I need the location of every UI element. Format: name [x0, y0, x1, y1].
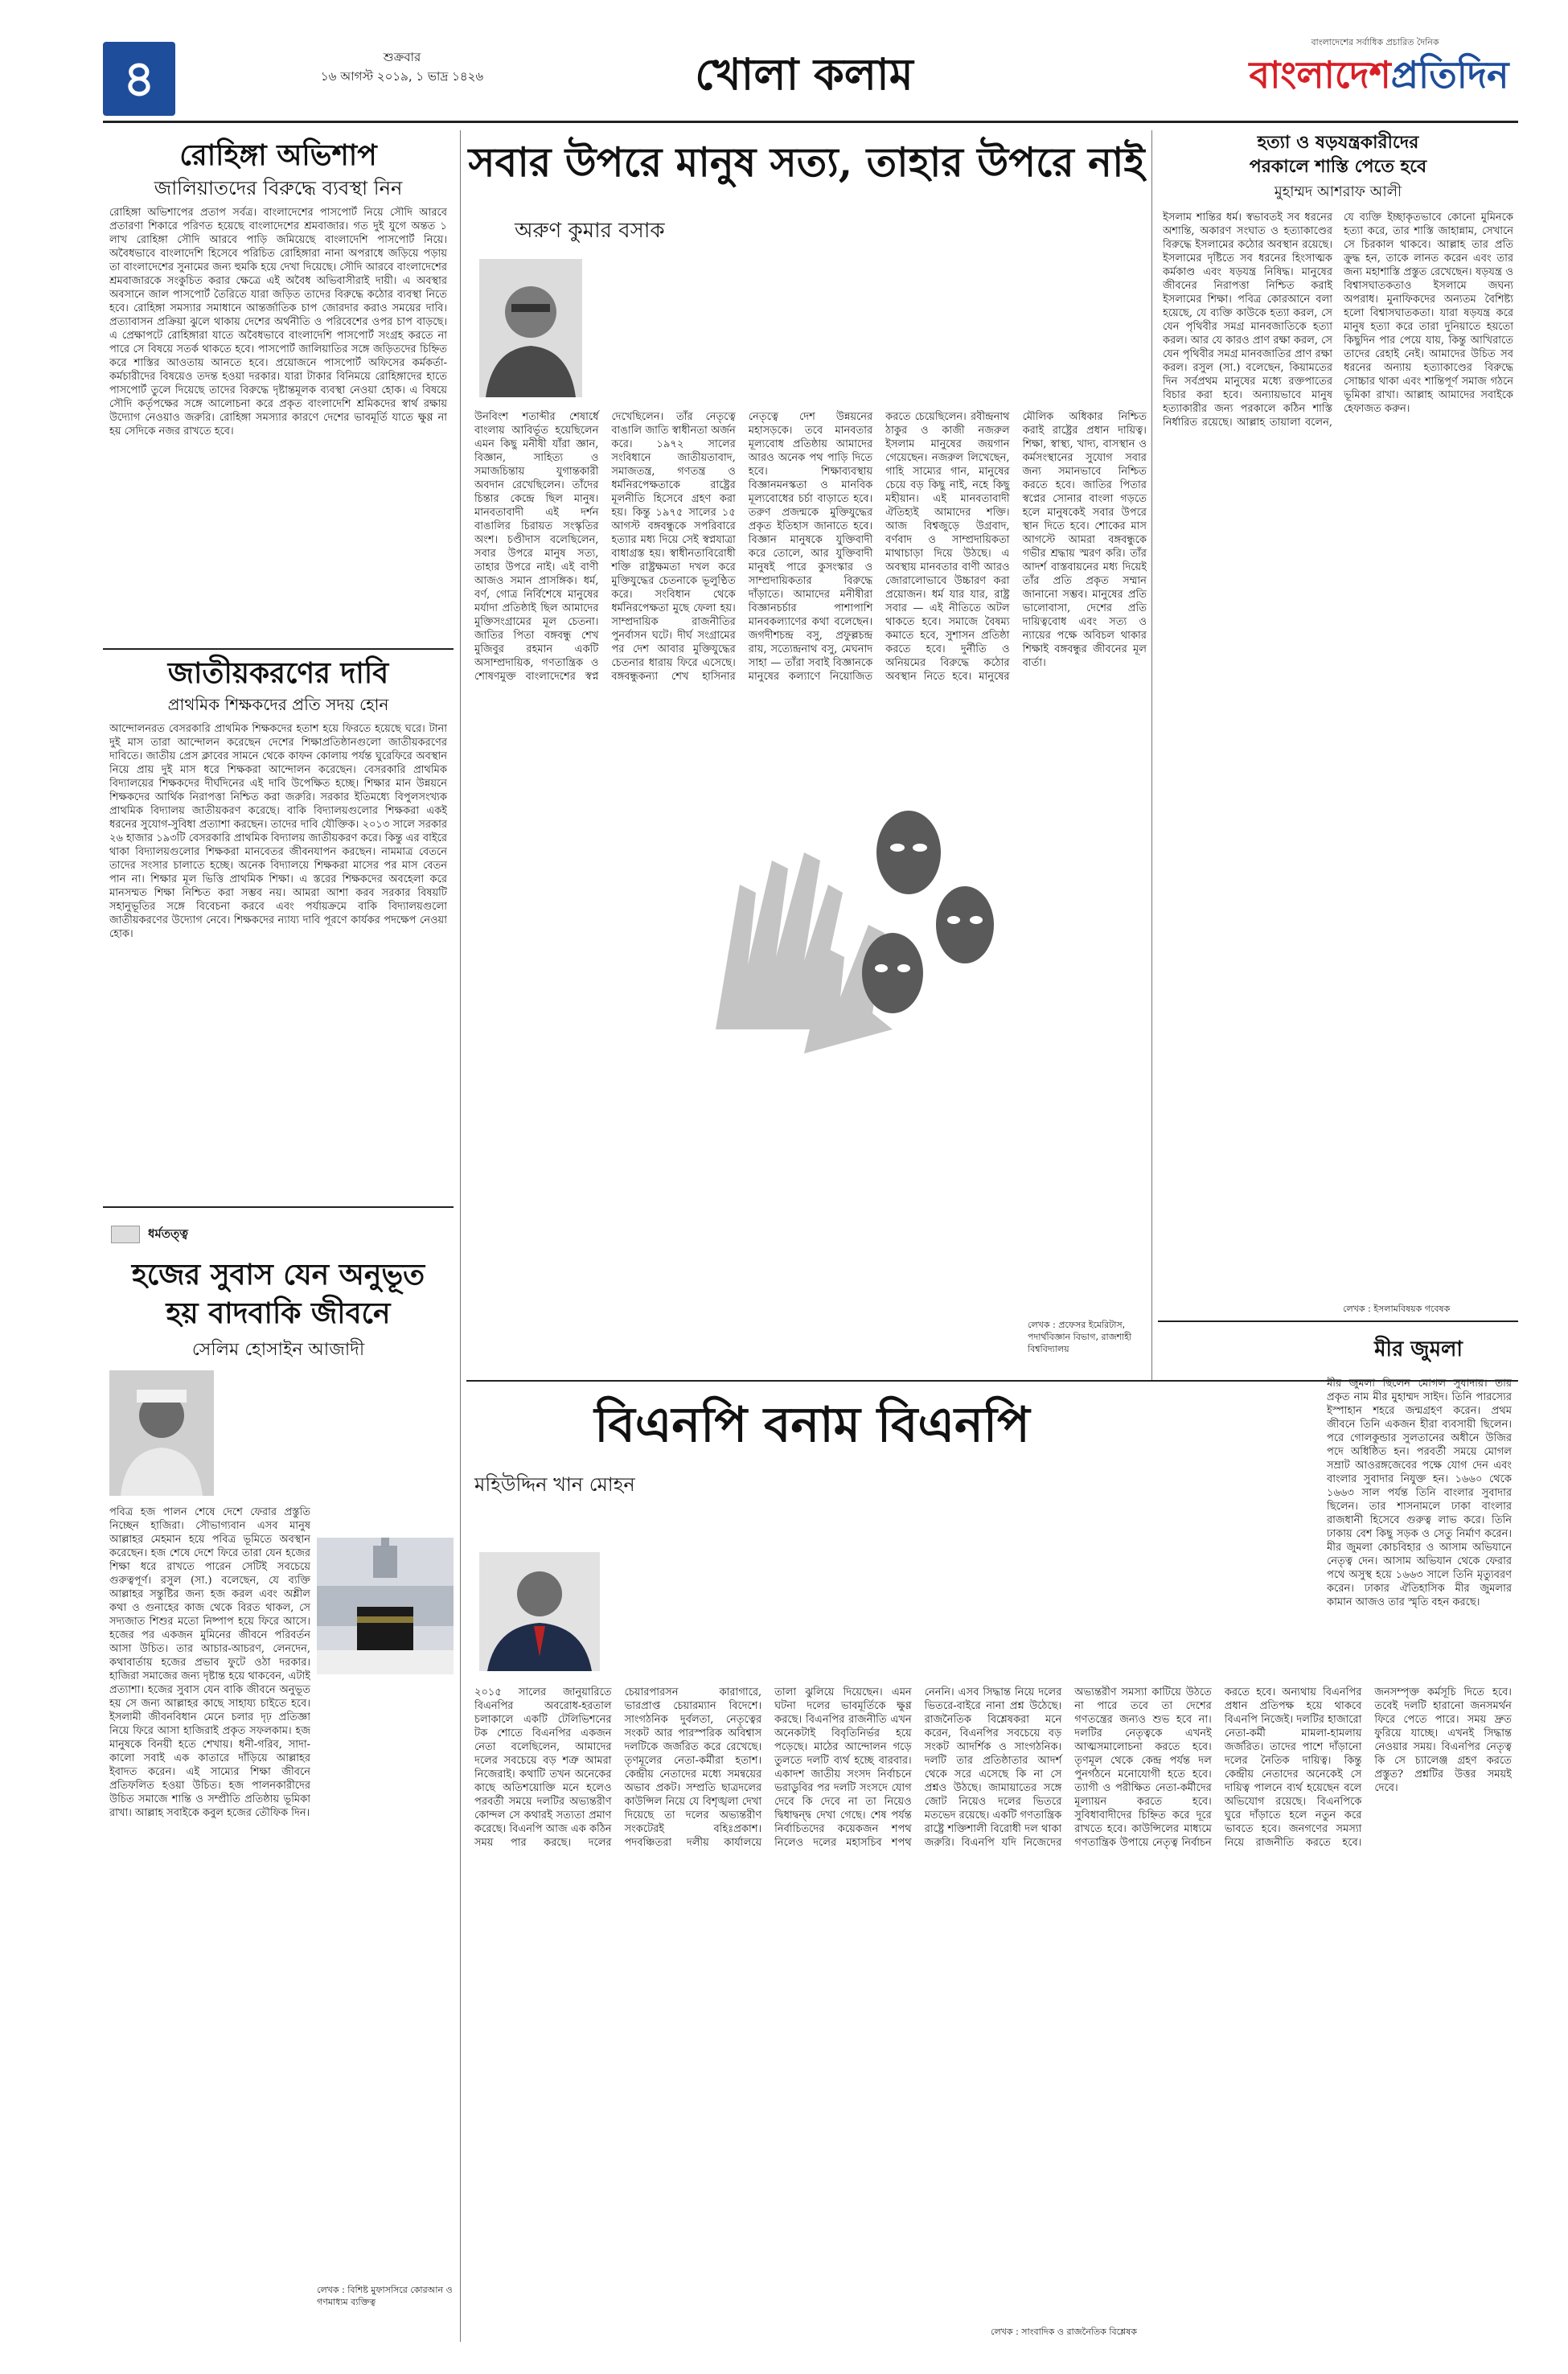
- religion-tag-icon: [111, 1226, 140, 1243]
- nationalization-subtitle: প্রাথমিক শিক্ষকদের প্রতি সদয় হোন: [167, 695, 389, 714]
- right-story-title-line1: হত্যা ও ষড়যন্ত্রকারীদের: [1257, 132, 1419, 153]
- hajj-title-line2: হয় বাদবাকি জীবনে: [166, 1296, 391, 1330]
- author-photo-azadi: [109, 1370, 214, 1496]
- masthead-rule: [103, 121, 1518, 123]
- author-photo-basak: [479, 259, 582, 397]
- hajj-body: পবিত্র হজ পালন শেষে দেশে ফেরার প্রস্তুতি নিচ্ছেন হাজিরা। সৌভাগ্যবান এসব মানুষ আল্লাহর মেহমান হয়ে পবিত্র ভূমিতে অবস্থান করেছেন। হজ শেষে দেশে ফিরে তারা যেন হজের শিক্ষা ধরে রাখতে পারেন সেটিই সবচেয়ে গুরুত্বপূর্ণ। রসুল (সা.) বলেছেন, যে ব্যক্তি আল্লাহর সন্তুষ্টির জন্য হজ করল এবং অশ্লীল কথা ও গুনাহের কাজ থেকে বিরত থাকল, সে সদ্যজাত শিশুর মতো নিষ্পাপ হয়ে ফিরে আসে। হজের পর একজন মুমিনের জীবনে পরিবর্তন আসা উচিত। তার আচার-আচরণ, লেনদেন, কথাবার্তায় হজের প্রভাব ফুটে ওঠা দরকার। হাজিরা সমাজের জন্য দৃষ্টান্ত হয়ে থাকবেন, এটাই প্রত্যাশা। হজের সুবাস যেন বাকি জীবনে অনুভূত হয় সে জন্য আল্লাহর কাছে সাহায্য চাইতে হবে। ইসলামী জীবনবিধান মেনে চলার দৃঢ় প্রতিজ্ঞা নিয়ে ফিরে আসা হাজিরাই প্রকৃত সফলকাম। হজ মানুষকে বিনয়ী হতে শেখায়। ধনী-গরিব, সাদা-কালো সবাই এক কাতারে দাঁড়িয়ে আল্লাহর ইবাদত করেন। এই সাম্যের শিক্ষা জীবনে প্রতিফলিত হওয়া উচিত। হজ পালনকারীদের উচিত সমাজে শান্তি ও সম্প্রীতি প্রতিষ্ঠায় ভূমিকা রাখা। আল্লাহ সবাইকে কবুল হজের তৌফিক দিন।: [109, 1506, 310, 1819]
- paper-logo-b: প্রতিদিন: [1390, 53, 1509, 97]
- left-rule-2: [103, 1206, 454, 1208]
- paper-tagline: বাংলাদেশের সর্বাধিক প্রচারিত দৈনিক: [1311, 37, 1439, 47]
- paper-logo-a: বাংলাদেশ: [1249, 53, 1391, 97]
- right-story-byline: মুহাম্মদ আশরাফ আলী: [1274, 183, 1402, 200]
- religion-tag: ধর্মতত্ত্ব: [148, 1226, 188, 1241]
- author-photo-mohon: [479, 1552, 600, 1671]
- article1-byline: অরুণ কুমার বসাক: [515, 219, 665, 243]
- column-divider-left: [460, 130, 461, 2342]
- nationalization-title: জাতীয়করণের দাবি: [167, 656, 389, 690]
- issue-date: ১৬ আগস্ট ২০১৯, ১ ভাদ্র ১৪২৬: [320, 69, 484, 84]
- nationalization-body: আন্দোলনরত বেসরকারি প্রাথমিক শিক্ষকদের হতাশ হয়ে ফিরতে হয়েছে ঘরে। টানা দুই মাস তারা আন্দোলন করেছেন দেশের শিক্ষাপ্রতিষ্ঠানগুলো জাতীয়করণের দাবিতে। জাতীয় প্রেস ক্লাবের সামনে থেকে কাফন কোলায় পর্যন্ত ঘুরেফিরে অবস্থান নিয়ে প্রায় দুই মাস ধরে শিক্ষকরা আন্দোলন করেছেন। বেসরকারি প্রাথমিক বিদ্যালয়ের শিক্ষকদের দীর্ঘদিনের এই দাবি উপেক্ষিত হচ্ছে। শিক্ষার মান উন্নয়নে শিক্ষকদের আর্থিক নিরাপত্তা নিশ্চিত করা জরুরি। সরকার ইতিমধ্যে বিপুলসংখ্যক প্রাথমিক বিদ্যালয় জাতীয়করণ করেছে। বাকি বিদ্যালয়গুলোর শিক্ষকরা একই ধরনের সুযোগ-সুবিধা প্রত্যাশা করছেন। তাদের দাবি যৌক্তিক। ২০১৩ সালে সরকার ২৬ হাজার ১৯৩টি বেসরকারি প্রাথমিক বিদ্যালয় জাতীয়করণ করে। কিন্তু এর বাইরে থাকা বিদ্যালয়গুলোর শিক্ষকরা মানবেতর জীবনযাপন করছেন। নামমাত্র বেতনে তাদের সংসার চালাতে হচ্ছে। অনেক বিদ্যালয়ে শিক্ষকরা মাসের পর মাস বেতন পান না। শিক্ষার মূল ভিত্তি প্রাথমিক শিক্ষা। এ স্তরের শিক্ষকদের অবহেলা করে মানসম্মত শিক্ষা নিশ্চিত করা সম্ভব নয়। আমরা আশা করব সরকার বিষয়টি সহানুভূতির সঙ্গে বিবেচনা করবে এবং পর্যায়ক্রমে বাকি বিদ্যালয়গুলো জাতীয়করণের উদ্যোগ নেবে। শিক্ষকদের ন্যায্য দাবি পূরণে কার্যকর পদক্ষেপ নেওয়া হোক।: [109, 723, 447, 940]
- column-divider-right: [1151, 130, 1152, 1381]
- article2-byline: মহিউদ্দিন খান মোহন: [474, 1473, 635, 1496]
- right-story-body: ইসলাম শান্তির ধর্ম। স্বভাবতই সব ধরনের অশান্তি, অকারণ সংঘাত ও হত্যাকাণ্ডের বিরুদ্ধে ইসলামের কঠোর অবস্থান রয়েছে। ইসলামের দৃষ্টিতে সব ধরনের হিংসাত্মক কর্মকাণ্ড এবং ষড়যন্ত্র নিষিদ্ধ। মানুষের জীবনের নিরাপত্তা নিশ্চিত করাই ইসলামের শিক্ষা। পবিত্র কোরআনে বলা হয়েছে, যে ব্যক্তি কাউকে হত্যা করল, সে যেন পৃথিবীর সমগ্র মানবজাতিকে হত্যা করল। আর যে কারও প্রাণ রক্ষা করল, সে যেন পৃথিবীর সমগ্র মানবজাতির প্রাণ রক্ষা করল। রসুল (সা.) বলেছেন, কিয়ামতের দিন সর্বপ্রথম মানুষের মধ্যে রক্তপাতের বিচার করা হবে। অন্যায়ভাবে মানুষ হত্যাকারীর জন্য পরকালে কঠিন শাস্তি নির্ধারিত রয়েছে। আল্লাহ তায়ালা বলেন, যে ব্যক্তি ইচ্ছাকৃতভাবে কোনো মুমিনকে হত্যা করে, তার শাস্তি জাহান্নাম, সেখানে সে চিরকাল থাকবে। আল্লাহ তার প্রতি ক্রুদ্ধ হন, তাকে লানত করেন এবং তার জন্য মহাশাস্তি প্রস্তুত রেখেছেন। ষড়যন্ত্র ও বিশ্বাসঘাতকতাও ইসলামে জঘন্য অপরাধ। মুনাফিকদের অন্যতম বৈশিষ্ট্য হলো বিশ্বাসঘাতকতা। যারা ষড়যন্ত্র করে মানুষ হত্যা করে তারা দুনিয়াতে হয়তো কিছুদিন পার পেয়ে যায়, কিন্তু আখিরাতে তাদের রেহাই নেই। আমাদের উচিত সব ধরনের অন্যায় হত্যাকাণ্ডের বিরুদ্ধে সোচ্চার থাকা এবং শান্তিপূর্ণ সমাজ গঠনে ভূমিকা রাখা। আল্লাহ আমাদের সবাইকে হেফাজত করুন।: [1163, 212, 1513, 429]
- section-title: খোলা কলাম: [695, 48, 913, 100]
- rohingya-body: রোহিঙ্গা অভিশাপের প্রতাপ সর্বত্র। বাংলাদেশের পাসপোর্ট নিয়ে সৌদি আরবে প্রতারণা শিকারে পরিণত হয়েছে বাংলাদেশের শ্রমবাজার। গত দুই যুগে অন্তত ১ লাখ রোহিঙ্গা সৌদি আরবে পাড়ি জমিয়েছে বাংলাদেশি পাসপোর্ট নিয়ে। অবৈধভাবে বাংলাদেশি হিসেবে পরিচিত রোহিঙ্গারা নানা অপরাধে জড়িয়ে পড়ায় তা বাংলাদেশের সুনামের জন্য হুমকি হয়ে দেখা দিয়েছে। সৌদি আরবে বাংলাদেশের শ্রমবাজারকে সংকুচিত করার ক্ষেত্রে এই অবৈধ অভিবাসীরাই দায়ী। এ অবস্থার অবসানে জাল পাসপোর্ট তৈরিতে যারা জড়িত তাদের বিরুদ্ধে কঠোর ব্যবস্থা নিতে হবে। রোহিঙ্গা সমস্যার সমাধানে আন্তর্জাতিক চাপ জোরদার করাও সময়ের দাবি। প্রত্যাবাসন প্রক্রিয়া ঝুলে থাকায় দেশের অর্থনীতি ও পরিবেশের ওপর চাপ বাড়ছে। এ প্রেক্ষাপটে রোহিঙ্গারা যাতে অবৈধভাবে বাংলাদেশি পাসপোর্ট সংগ্রহ করতে না পারে সে বিষয়ে সতর্ক থাকতে হবে। পাসপোর্ট জালিয়াতির সঙ্গে জড়িতদের চিহ্নিত করে শাস্তির আওতায় আনতে হবে। প্রয়োজনে পাসপোর্ট অফিসের কর্মকর্তা-কর্মচারীদের বিষয়েও তদন্ত হওয়া দরকার। যারা টাকার বিনিময়ে রোহিঙ্গাদের হাতে পাসপোর্ট তুলে দিয়েছে তাদের বিরুদ্ধে দৃষ্টান্তমূলক ব্যবস্থা নেওয়া হোক। এ বিষয়ে সৌদি কর্তৃপক্ষের সঙ্গে আলোচনা করে প্রকৃত বাংলাদেশি শ্রমিকদের স্বার্থ রক্ষায় উদ্যোগ নেওয়াও জরুরি। রোহিঙ্গা সমস্যার কারণে দেশের ভাবমূর্তি যাতে ক্ষুণ্ণ না হয় সেদিকে নজর রাখতে হবে।: [109, 207, 447, 437]
- mir-jumla-title: মীর জুমলা: [1374, 1337, 1463, 1362]
- left-rule-1: [103, 648, 454, 650]
- hands-masks-illustration: [708, 788, 1013, 1054]
- article1-body: উনবিংশ শতাব্দীর শেষার্ধে বাংলায় আবির্ভূত হয়েছিলেন এমন কিছু মনীষী যাঁরা জ্ঞান, বিজ্ঞান, সাহিত্য ও সমাজচিন্তায় যুগান্তকারী অবদান রেখেছিলেন। তাঁদের চিন্তার কেন্দ্রে ছিল মানুষ। মানবতাবাদী এই দর্শন বাঙালির চিরায়ত সংস্কৃতির অংশ। চণ্ডীদাস বলেছিলেন, সবার উপরে মানুষ সত্য, তাহার উপরে নাই। এই বাণী আজও সমান প্রাসঙ্গিক। ধর্ম, বর্ণ, গোত্র নির্বিশেষে মানুষের মর্যাদা প্রতিষ্ঠাই ছিল আমাদের মুক্তিসংগ্রামের মূল চেতনা। জাতির পিতা বঙ্গবন্ধু শেখ মুজিবুর রহমান একটি অসাম্প্রদায়িক, গণতান্ত্রিক ও শোষণমুক্ত বাংলাদেশের স্বপ্ন দেখেছিলেন। তাঁর নেতৃত্বে বাঙালি জাতি স্বাধীনতা অর্জন করে। ১৯৭২ সালের সংবিধানে জাতীয়তাবাদ, সমাজতন্ত্র, গণতন্ত্র ও ধর্মনিরপেক্ষতাকে রাষ্ট্রের মূলনীতি হিসেবে গ্রহণ করা হয়। কিন্তু ১৯৭৫ সালের ১৫ আগস্ট বঙ্গবন্ধুকে সপরিবারে হত্যার মধ্য দিয়ে সেই স্বপ্নযাত্রা বাধাগ্রস্ত হয়। স্বাধীনতাবিরোধী শক্তি রাষ্ট্রক্ষমতা দখল করে মুক্তিযুদ্ধের চেতনাকে ভূলুণ্ঠিত করে। সংবিধান থেকে ধর্মনিরপেক্ষতা মুছে ফেলা হয়। সাম্প্রদায়িক রাজনীতির পুনর্বাসন ঘটে। দীর্ঘ সংগ্রামের পর দেশ আবার মুক্তিযুদ্ধের চেতনার ধারায় ফিরে এসেছে। বঙ্গবন্ধুকন্যা শেখ হাসিনার নেতৃত্বে দেশ উন্নয়নের মহাসড়কে। তবে মানবতার মূল্যবোধ প্রতিষ্ঠায় আমাদের আরও অনেক পথ পাড়ি দিতে হবে। শিক্ষাব্যবস্থায় বিজ্ঞানমনস্কতা ও মানবিক মূল্যবোধের চর্চা বাড়াতে হবে। তরুণ প্রজন্মকে মুক্তিযুদ্ধের প্রকৃত ইতিহাস জানাতে হবে। বিজ্ঞান মানুষকে যুক্তিবাদী করে তোলে, আর যুক্তিবাদী মানুষই পারে কুসংস্কার ও সাম্প্রদায়িকতার বিরুদ্ধে দাঁড়াতে। আমাদের মনীষীরা বিজ্ঞানচর্চার পাশাপাশি মানবকল্যাণের কথা বলেছেন। জগদীশচন্দ্র বসু, প্রফুল্লচন্দ্র রায়, সত্যেন্দ্রনাথ বসু, মেঘনাদ সাহা — তাঁরা সবাই বিজ্ঞানকে মানুষের কল্যাণে নিয়োজিত করতে চেয়েছিলেন। রবীন্দ্রনাথ ঠাকুর ও কাজী নজরুল ইসলাম মানুষের জয়গান গেয়েছেন। নজরুল লিখেছেন, গাহি সাম্যের গান, মানুষের চেয়ে বড় কিছু নাই, নহে কিছু মহীয়ান। এই মানবতাবাদী ঐতিহ্যই আমাদের শক্তি। আজ বিশ্বজুড়ে উগ্রবাদ, বর্ণবাদ ও সাম্প্রদায়িকতা মাথাচাড়া দিয়ে উঠছে। এ অবস্থায় মানবতার বাণী আরও জোরালোভাবে উচ্চারণ করা প্রয়োজন। ধর্ম যার যার, রাষ্ট্র সবার — এই নীতিতে অটল থাকতে হবে। সমাজে বৈষম্য কমাতে হবে, সুশাসন প্রতিষ্ঠা করতে হবে। দুর্নীতি ও অনিয়মের বিরুদ্ধে কঠোর অবস্থান নিতে হবে। মানুষের মৌলিক অধিকার নিশ্চিত করাই রাষ্ট্রের প্রধান দায়িত্ব। শিক্ষা, স্বাস্থ্য, খাদ্য, বাসস্থান ও কর্মসংস্থানের সুযোগ সবার জন্য সমানভাবে নিশ্চিত করতে হবে। জাতির পিতার স্বপ্নের সোনার বাংলা গড়তে হলে মানুষকেই সবার উপরে স্থান দিতে হবে। শোকের মাস আগস্টে আমরা বঙ্গবন্ধুকে গভীর শ্রদ্ধায় স্মরণ করি। তাঁর আদর্শ বাস্তবায়নের মধ্য দিয়েই তাঁর প্রতি প্রকৃত সম্মান জানানো সম্ভব। মানুষের প্রতি ভালোবাসা, দেশের প্রতি দায়িত্ববোধ এবং সত্য ও ন্যায়ের পক্ষে অবিচল থাকার শিক্ষাই বঙ্গবন্ধুর জীবনের মূল বার্তা।: [474, 411, 1147, 683]
- issue-day: শুক্রবার: [383, 50, 421, 64]
- paper-logo: [1246, 47, 1512, 103]
- kaaba-photo: [317, 1538, 454, 1674]
- hajj-byline: সেলিম হোসাইন আজাদী: [191, 1340, 365, 1360]
- mir-jumla-body: মীর জুমলা ছিলেন মোগল সুবাদার। তার প্রকৃত নাম মীর মুহাম্মদ সাইদ। তিনি পারস্যের ইস্পাহান শহরে জন্মগ্রহণ করেন। প্রথম জীবনে তিনি একজন হীরা ব্যবসায়ী ছিলেন। পরে গোলকুন্ডার সুলতানের অধীনে উজির পদে অধিষ্ঠিত হন। পরবর্তী সময়ে মোগল সম্রাট আওরঙ্গজেবের পক্ষে যোগ দেন এবং বাংলার সুবাদার নিযুক্ত হন। ১৬৬০ থেকে ১৬৬৩ সাল পর্যন্ত তিনি বাংলার সুবাদার ছিলেন। তার শাসনামলে ঢাকা বাংলার রাজধানী হিসেবে গুরুত্ব লাভ করে। তিনি ঢাকায় বেশ কিছু সড়ক ও সেতু নির্মাণ করেন। মীর জুমলা কোচবিহার ও আসাম অভিযানে নেতৃত্ব দেন। আসাম অভিযান থেকে ফেরার পথে অসুস্থ হয়ে ১৬৬৩ সালে তিনি মৃত্যুবরণ করেন। ঢাকার ঐতিহাসিক মীর জুমলার কামান আজও তার স্মৃতি বহন করছে।: [1327, 1378, 1512, 1608]
- article2-body: ২০১৫ সালের জানুয়ারিতে বিএনপির অবরোধ-হরতাল চলাকালে একটি টেলিভিশনের টক শোতে বিএনপির একজন নেতা বলেছিলেন, আমাদের দলের সবচেয়ে বড় শত্রু আমরা নিজেরাই। কথাটি তখন অনেকের কাছে অতিশয়োক্তি মনে হলেও পরবর্তী সময়ে দলটির অভ্যন্তরীণ কোন্দল সে কথারই সত্যতা প্রমাণ করেছে। বিএনপি আজ এক কঠিন সময় পার করছে। দলের চেয়ারপারসন কারাগারে, ভারপ্রাপ্ত চেয়ারম্যান বিদেশে। সাংগঠনিক দুর্বলতা, নেতৃত্বের সংকট আর পারস্পরিক অবিশ্বাস দলটিকে জর্জরিত করে রেখেছে। তৃণমূলের নেতা-কর্মীরা হতাশ। কেন্দ্রীয় নেতাদের মধ্যে সমন্বয়ের অভাব প্রকট। সম্প্রতি ছাত্রদলের কাউন্সিল নিয়ে যে বিশৃঙ্খলা দেখা দিয়েছে তা দলের অভ্যন্তরীণ সংকটেরই বহিঃপ্রকাশ। পদবঞ্চিতরা দলীয় কার্যালয়ে তালা ঝুলিয়ে দিয়েছেন। এমন ঘটনা দলের ভাবমূর্তিকে ক্ষুণ্ণ করছে। বিএনপির রাজনীতি এখন অনেকটাই বিবৃতিনির্ভর হয়ে পড়েছে। মাঠের আন্দোলন গড়ে তুলতে দলটি ব্যর্থ হচ্ছে বারবার। একাদশ জাতীয় সংসদ নির্বাচনে ভরাডুবির পর দলটি সংসদে যোগ দেবে কি দেবে না তা নিয়েও দ্বিধাদ্বন্দ্ব দেখা গেছে। শেষ পর্যন্ত নির্বাচিতদের কয়েকজন শপথ নিলেও দলের মহাসচিব শপথ নেননি। এসব সিদ্ধান্ত নিয়ে দলের ভিতরে-বাইরে নানা প্রশ্ন উঠেছে। রাজনৈতিক বিশ্লেষকরা মনে করেন, বিএনপির সবচেয়ে বড় সংকট আদর্শিক ও সাংগঠনিক। দলটি তার প্রতিষ্ঠাতার আদর্শ থেকে সরে এসেছে কি না সে প্রশ্নও উঠছে। জামায়াতের সঙ্গে জোট নিয়েও দলের ভিতরে মতভেদ রয়েছে। একটি গণতান্ত্রিক রাষ্ট্রে শক্তিশালী বিরোধী দল থাকা জরুরি। বিএনপি যদি নিজেদের অভ্যন্তরীণ সমস্যা কাটিয়ে উঠতে না পারে তবে তা দেশের গণতন্ত্রের জন্যও শুভ হবে না। দলটির নেতৃত্বকে এখনই আত্মসমালোচনা করতে হবে। তৃণমূল থেকে কেন্দ্র পর্যন্ত দল পুনর্গঠনে মনোযোগী হতে হবে। ত্যাগী ও পরীক্ষিত নেতা-কর্মীদের মূল্যায়ন করতে হবে। সুবিধাবাদীদের চিহ্নিত করে দূরে রাখতে হবে। কাউন্সিলের মাধ্যমে গণতান্ত্রিক উপায়ে নেতৃত্ব নির্বাচন করতে হবে। অন্যথায় বিএনপির প্রধান প্রতিপক্ষ হয়ে থাকবে বিএনপি নিজেই। দলটির হাজারো নেতা-কর্মী মামলা-হামলায় জর্জরিত। তাদের পাশে দাঁড়ানো দলের নৈতিক দায়িত্ব। কিন্তু কেন্দ্রীয় নেতাদের অনেকেই সে দায়িত্ব পালনে ব্যর্থ হয়েছেন বলে অভিযোগ রয়েছে। বিএনপিকে ঘুরে দাঁড়াতে হলে নতুন করে ভাবতে হবে। জনগণের সমস্যা নিয়ে রাজনীতি করতে হবে। জনসম্পৃক্ত কর্মসূচি দিতে হবে। তবেই দলটি হারানো জনসমর্থন ফিরে পেতে পারে। সময় দ্রুত ফুরিয়ে যাচ্ছে। এখনই সিদ্ধান্ত নেওয়ার সময়। বিএনপির নেতৃত্ব কি সে চ্যালেঞ্জ গ্রহণ করতে প্রস্তুত? প্রশ্নটির উত্তর সময়ই দেবে।: [474, 1686, 1512, 1849]
- rohingya-title: রোহিঙ্গা অভিশাপ: [179, 138, 377, 172]
- right-story-footer: লেখক : ইসলামবিষয়ক গবেষক: [1343, 1304, 1451, 1314]
- page-number: ৪: [122, 49, 156, 108]
- hajj-title-line1: হজের সুবাস যেন অনুভূত: [131, 1258, 425, 1292]
- article2-headline: বিএনপি বনাম বিএনপি: [594, 1397, 1030, 1453]
- right-rule: [1158, 1320, 1518, 1322]
- right-story-title-line2: পরকালে শাস্তি পেতে হবে: [1249, 156, 1427, 177]
- article1-headline: সবার উপরে মানুষ সত্য, তাহার উপরে নাই: [468, 138, 1145, 186]
- article2-footer: লেখক : সাংবাদিক ও রাজনৈতিক বিশ্লেষক: [991, 2327, 1137, 2337]
- article1-footer: লেখক : প্রফেসর ইমেরিটাস, পদার্থবিজ্ঞান বিভাগ, রাজশাহী বিশ্ববিদ্যালয়: [1028, 1320, 1132, 1354]
- hajj-footer: লেখক : বিশিষ্ট মুফাসসিরে কোরআন ও গণমাধ্যম ব্যক্তিত্ব: [317, 2285, 453, 2307]
- rohingya-subtitle: জালিয়াতদের বিরুদ্ধে ব্যবস্থা নিন: [154, 177, 403, 199]
